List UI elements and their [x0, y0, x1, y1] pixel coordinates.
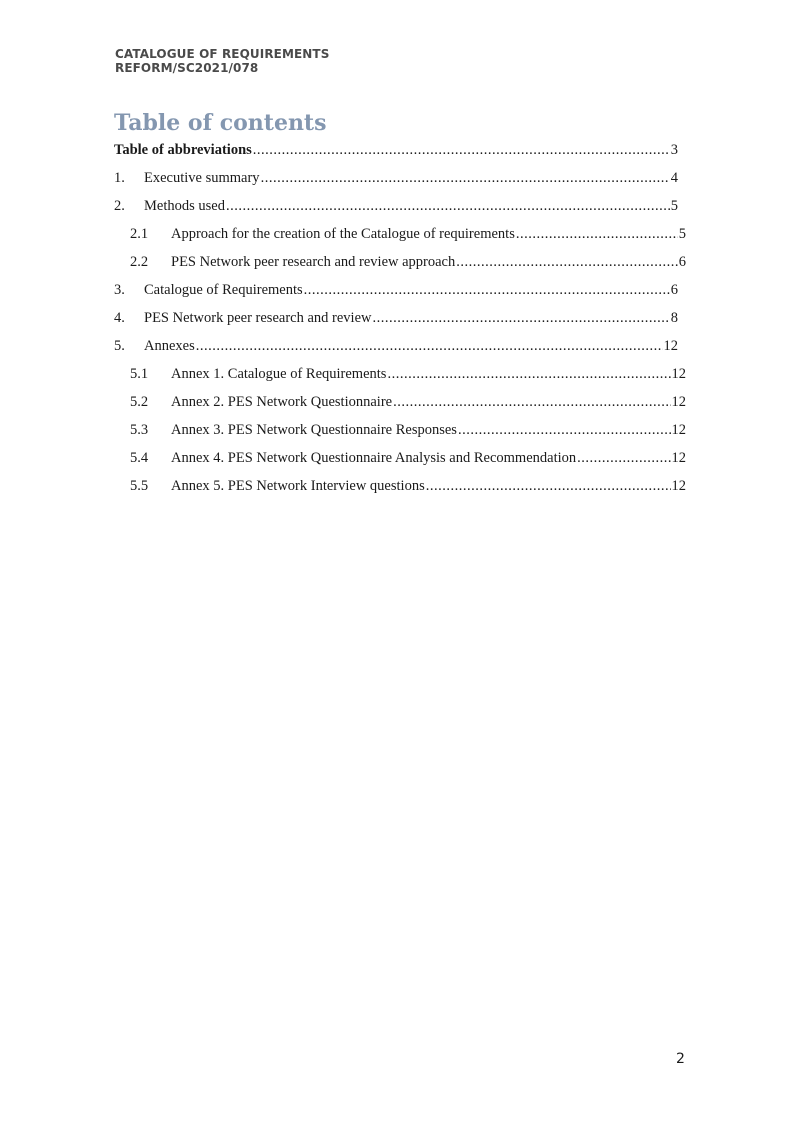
- toc-entry-approach-catalogue[interactable]: [130, 225, 686, 243]
- toc-entry-label: Table of abbreviations: [114, 142, 252, 158]
- toc-entry-page: 12: [671, 422, 686, 438]
- toc-entry-label: Executive summary: [144, 170, 260, 186]
- toc-leader-dots: [196, 337, 663, 355]
- header-reference-number: REFORM/SC2021/078: [115, 61, 259, 75]
- toc-entry-annex-3[interactable]: [130, 421, 686, 439]
- toc-entry-page: 12: [671, 450, 686, 466]
- toc-entry-page: 12: [671, 478, 686, 494]
- toc-entry-peer-research-approach[interactable]: [130, 253, 686, 271]
- toc-entry-number: 2.1: [130, 226, 149, 242]
- toc-entry-number: 5.1: [130, 366, 149, 382]
- toc-entry-label: Methods used: [144, 198, 225, 214]
- toc-entry-number: 5.4: [130, 450, 149, 466]
- toc-leader-dots: [577, 449, 670, 467]
- toc-entry-label: Annex 3. PES Network Questionnaire Responses: [171, 422, 457, 438]
- toc-heading: Table of contents: [114, 110, 327, 136]
- toc-entry-label: Annex 1. Catalogue of Requirements: [171, 366, 387, 382]
- toc-leader-dots: [372, 309, 669, 327]
- toc-entry-label: Annex 4. PES Network Questionnaire Analysis and Recommendation: [171, 450, 577, 466]
- toc-entry-page: 6: [670, 282, 678, 298]
- toc-leader-dots: [426, 477, 671, 495]
- toc-leader-dots: [253, 141, 670, 159]
- toc-entry-page: 12: [671, 366, 686, 382]
- running-header: [115, 47, 329, 75]
- toc-entry-annex-1[interactable]: [130, 365, 686, 383]
- toc-entry-page: 3: [670, 142, 678, 158]
- toc-entry-number: 3.: [114, 282, 125, 298]
- toc-entry-table-of-abbreviations[interactable]: [114, 141, 678, 159]
- toc-entry-methods-used[interactable]: [114, 197, 678, 215]
- toc-entry-label: Annexes: [144, 338, 195, 354]
- toc-entry-annex-5[interactable]: [130, 477, 686, 495]
- toc-entry-number: 5.2: [130, 394, 149, 410]
- toc-entry-number: 5.: [114, 338, 125, 354]
- toc-entry-label: PES Network peer research and review approach: [171, 254, 456, 270]
- toc-entry-number: 2.: [114, 198, 125, 214]
- page-number: 2: [676, 1051, 685, 1067]
- toc-leader-dots: [458, 421, 671, 439]
- toc-entry-number: 1.: [114, 170, 125, 186]
- toc-entry-page: 8: [670, 310, 678, 326]
- toc-entry-page: 12: [663, 338, 678, 354]
- toc-entry-number: 5.3: [130, 422, 149, 438]
- toc-leader-dots: [516, 225, 678, 243]
- toc-entry-label: PES Network peer research and review: [144, 310, 372, 326]
- toc-entry-number: 2.2: [130, 254, 149, 270]
- toc-entry-executive-summary[interactable]: [114, 169, 678, 187]
- toc-leader-dots: [456, 253, 678, 271]
- header-document-title: CATALOGUE OF REQUIREMENTS: [115, 47, 330, 61]
- toc-entry-annex-2[interactable]: [130, 393, 686, 411]
- toc-entry-annexes[interactable]: [114, 337, 678, 355]
- toc-entry-annex-4[interactable]: [130, 449, 686, 467]
- toc-entry-page: 12: [671, 394, 686, 410]
- toc-entry-peer-research-review[interactable]: [114, 309, 678, 327]
- toc-entry-page: 6: [678, 254, 686, 270]
- toc-entry-catalogue-of-requirements[interactable]: [114, 281, 678, 299]
- toc-entry-number: 5.5: [130, 478, 149, 494]
- toc-leader-dots: [226, 197, 670, 215]
- toc-leader-dots: [393, 393, 670, 411]
- toc-entry-label: Approach for the creation of the Catalogue of requirements: [171, 226, 515, 242]
- toc-leader-dots: [387, 365, 670, 383]
- toc-entry-page: 5: [670, 198, 678, 214]
- toc-entry-page: 5: [678, 226, 686, 242]
- toc-entry-label: Annex 5. PES Network Interview questions: [171, 478, 425, 494]
- toc-entry-number: 4.: [114, 310, 125, 326]
- toc-entry-page: 4: [670, 170, 678, 186]
- toc-leader-dots: [261, 169, 670, 187]
- toc-entry-label: Annex 2. PES Network Questionnaire: [171, 394, 393, 410]
- toc-entry-label: Catalogue of Requirements: [144, 282, 303, 298]
- toc-leader-dots: [304, 281, 670, 299]
